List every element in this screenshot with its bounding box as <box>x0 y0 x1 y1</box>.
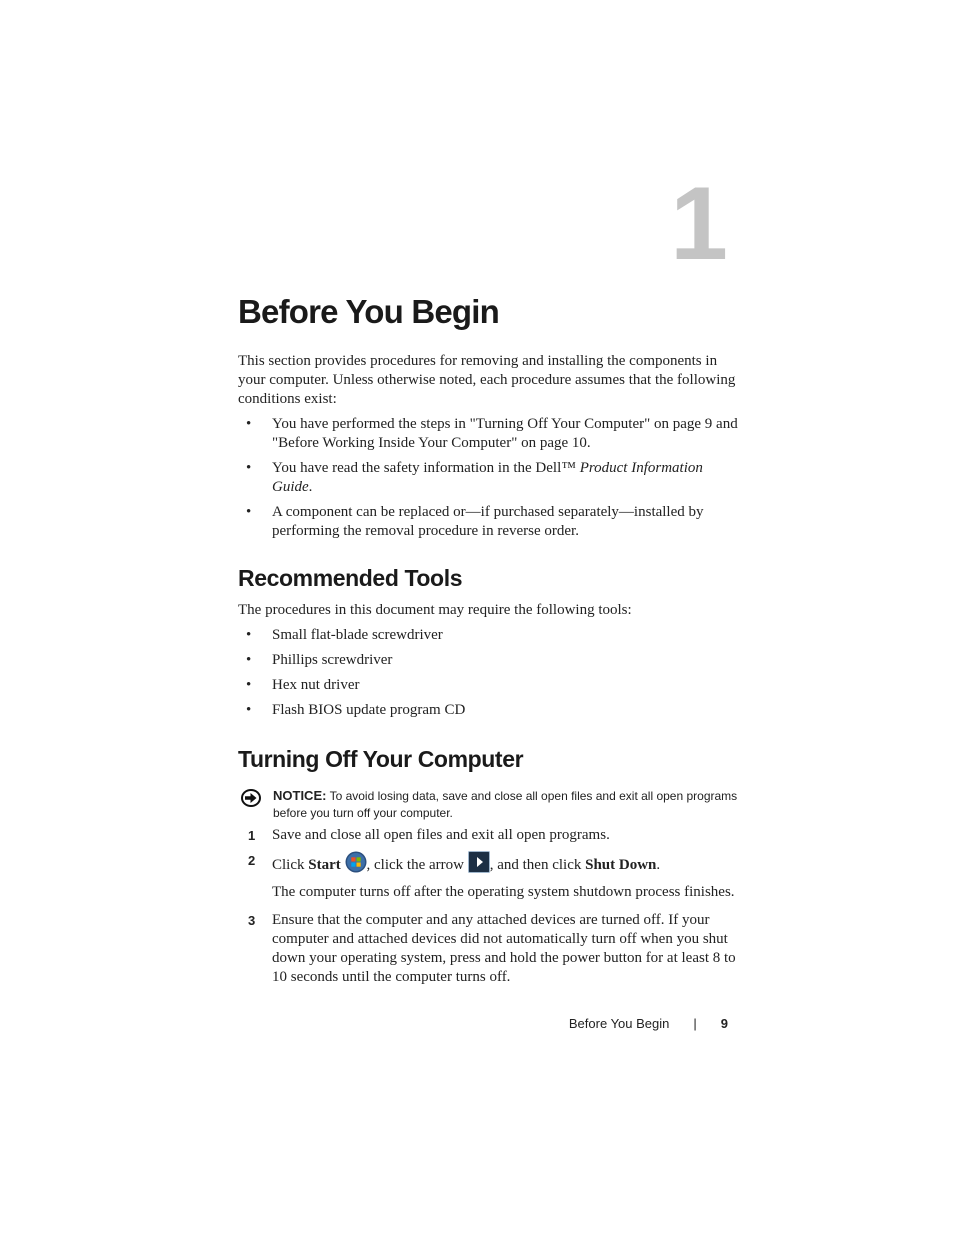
step-item: 1 Save and close all open files and exit all open programs. <box>248 827 610 843</box>
list-item: • You have performed the steps in "Turning Off Your Computer" on page 9 and "Before Working Inside Your Computer" on page 10. <box>246 416 738 451</box>
arrow-button-icon <box>468 851 490 873</box>
tools-intro: The procedures in this document may require the following tools: <box>238 602 632 618</box>
tools-list <box>238 626 738 720</box>
conditions-list <box>238 415 738 541</box>
footer-title: Before You Begin <box>568 1016 670 1031</box>
shutdown-steps <box>238 826 738 987</box>
page-title: Before You Begin <box>238 293 500 330</box>
intro-paragraph: This section provides procedures for removing and installing the components in your computer. Unless otherwise noted, each procedure assumes that the following conditions exist: <box>238 353 736 407</box>
list-item: • You have read the safety information in the Dell™ Product Information Guide. <box>246 460 703 495</box>
page-number: 9 <box>720 1016 728 1031</box>
step-item: 2 Click Start , click the arrow , and then click Shut Down. The computer turns off after the operating system shutdown process finishes. <box>238 851 738 902</box>
section-heading-tools: Recommended Tools <box>238 565 463 591</box>
footer-separator: | <box>693 1016 697 1031</box>
notice-box: NOTICE: To avoid losing data, save and close all open files and exit all open programs before you turn off your computer. <box>238 787 738 822</box>
notice-arrow-icon <box>240 788 262 808</box>
list-item: • Hex nut driver <box>246 677 360 693</box>
windows-start-icon <box>345 851 367 873</box>
list-item: • Phillips screwdriver <box>246 652 393 668</box>
page-footer <box>569 1016 728 1031</box>
section-heading-shutdown: Turning Off Your Computer <box>238 746 524 772</box>
step-item: 3 Ensure that the computer and any attached devices are turned off. If your computer and attached devices did not automatically turn off when you shut down your operating system, press and hold the power button for at least 8 to 10 seconds until the computer turns off. <box>248 912 736 985</box>
chapter-number: 1 <box>670 166 728 282</box>
list-item: • Small flat-blade screwdriver <box>246 627 443 643</box>
list-item: • Flash BIOS update program CD <box>246 702 466 718</box>
list-item: • A component can be replaced or—if purchased separately—installed by performing the removal procedure in reverse order. <box>246 504 704 539</box>
step-note: The computer turns off after the operating system shutdown process finishes. <box>272 884 735 900</box>
page-content <box>238 292 738 993</box>
